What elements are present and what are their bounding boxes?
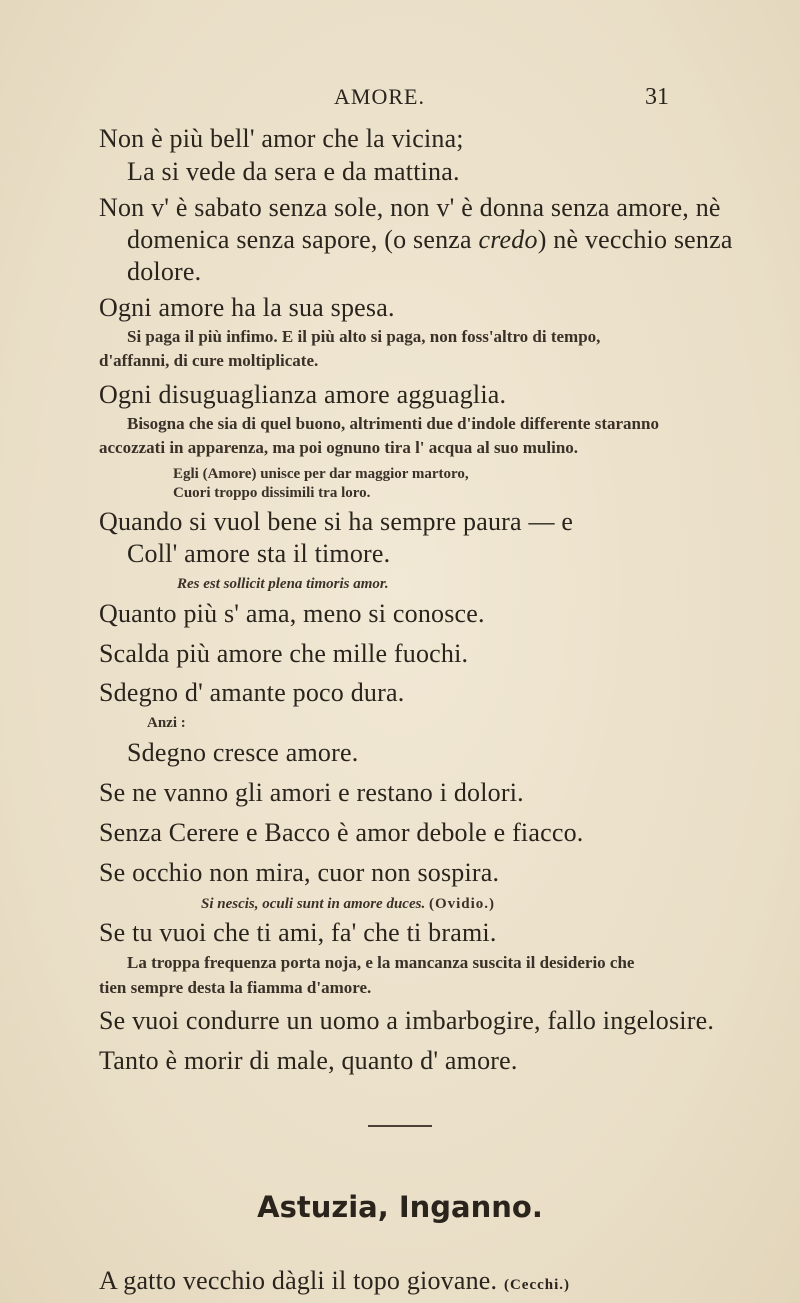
- proverb-line: Sdegno d' amante poco dura.: [99, 678, 405, 707]
- author-attribution: (Cecchi.): [503, 1277, 571, 1293]
- proverb-line: Non v' è sabato senza sole, non v' è donna senza amore, nè: [99, 193, 721, 222]
- proverb-line: Coll' amore sta il timore.: [127, 539, 391, 568]
- proverb-line: Quanto più s' ama, meno si conosce.: [99, 599, 485, 628]
- proverb-line: Se ne vanno gli amori e restano i dolori.: [99, 778, 524, 807]
- proverb-line: [99, 1264, 570, 1302]
- proverb-line: [127, 223, 733, 257]
- proverb-line: Ogni amore ha la sua spesa.: [99, 293, 395, 322]
- proverb-line: Tanto è morir di male, quanto d' amore.: [99, 1046, 518, 1075]
- proverb-line: Scalda più amore che mille fuochi.: [99, 639, 469, 668]
- proverb-line: Se tu vuoi che ti ami, fa' che ti brami.: [99, 918, 497, 947]
- verse-line: Egli (Amore) unisce per dar maggior martoro,: [173, 466, 469, 482]
- latin-quote: Res est sollicit plena timoris amor.: [177, 576, 389, 592]
- page-number: 31: [645, 84, 669, 110]
- proverb-line: Non è più bell' amor che la vicina;: [99, 124, 464, 153]
- proverb-line: Sdegno cresce amore.: [127, 738, 359, 767]
- commentary-line: Si paga il più infimo. E il più alto si paga, non foss'altro di tempo,: [127, 327, 601, 346]
- proverb-text: ) nè vecchio senza: [537, 225, 733, 254]
- proverb-line: Se vuoi condurre un uomo a imbarbogire, fallo ingelosire.: [99, 1006, 715, 1035]
- proverb-text: A gatto vecchio dàgli il topo giovane.: [99, 1266, 498, 1295]
- page-header: [0, 84, 800, 118]
- latin-quote: [201, 895, 495, 914]
- proverb-italic: credo: [478, 225, 538, 254]
- latin-text: Si nescis, oculi sunt in amore duces.: [201, 896, 426, 912]
- commentary-line: tien sempre desta la fiamma d'amore.: [99, 978, 372, 997]
- verse-line: Cuori troppo dissimili tra loro.: [173, 485, 371, 501]
- proverb-line: Ogni disuguaglianza amore agguaglia.: [99, 380, 507, 409]
- proverb-line: dolore.: [127, 257, 202, 286]
- proverb-text: domenica senza sapore, (o senza: [127, 225, 479, 254]
- proverb-line: La si vede da sera e da mattina.: [127, 157, 460, 186]
- running-title: AMORE.: [334, 84, 425, 109]
- section-title: Astuzia, Inganno.: [257, 1190, 543, 1224]
- commentary-line: Bisogna che sia di quel buono, altrimenti due d'indole differente staranno: [127, 414, 659, 433]
- commentary-line: accozzati in apparenza, ma poi ognuno tira l' acqua al suo mulino.: [99, 438, 579, 457]
- proverb-line: Senza Cerere e Bacco è amor debole e fiacco.: [99, 818, 584, 847]
- commentary-line: La troppa frequenza porta noja, e la mancanza suscita il desiderio che: [127, 953, 635, 972]
- section-divider: [368, 1125, 432, 1127]
- commentary-line: Anzi :: [147, 715, 186, 731]
- proverb-line: Quando si vuol bene si ha sempre paura — e: [99, 507, 574, 536]
- commentary-line: d'affanni, di cure moltiplicate.: [99, 351, 319, 370]
- author-attribution: (Ovidio.): [428, 896, 496, 912]
- proverb-line: Se occhio non mira, cuor non sospira.: [99, 858, 500, 887]
